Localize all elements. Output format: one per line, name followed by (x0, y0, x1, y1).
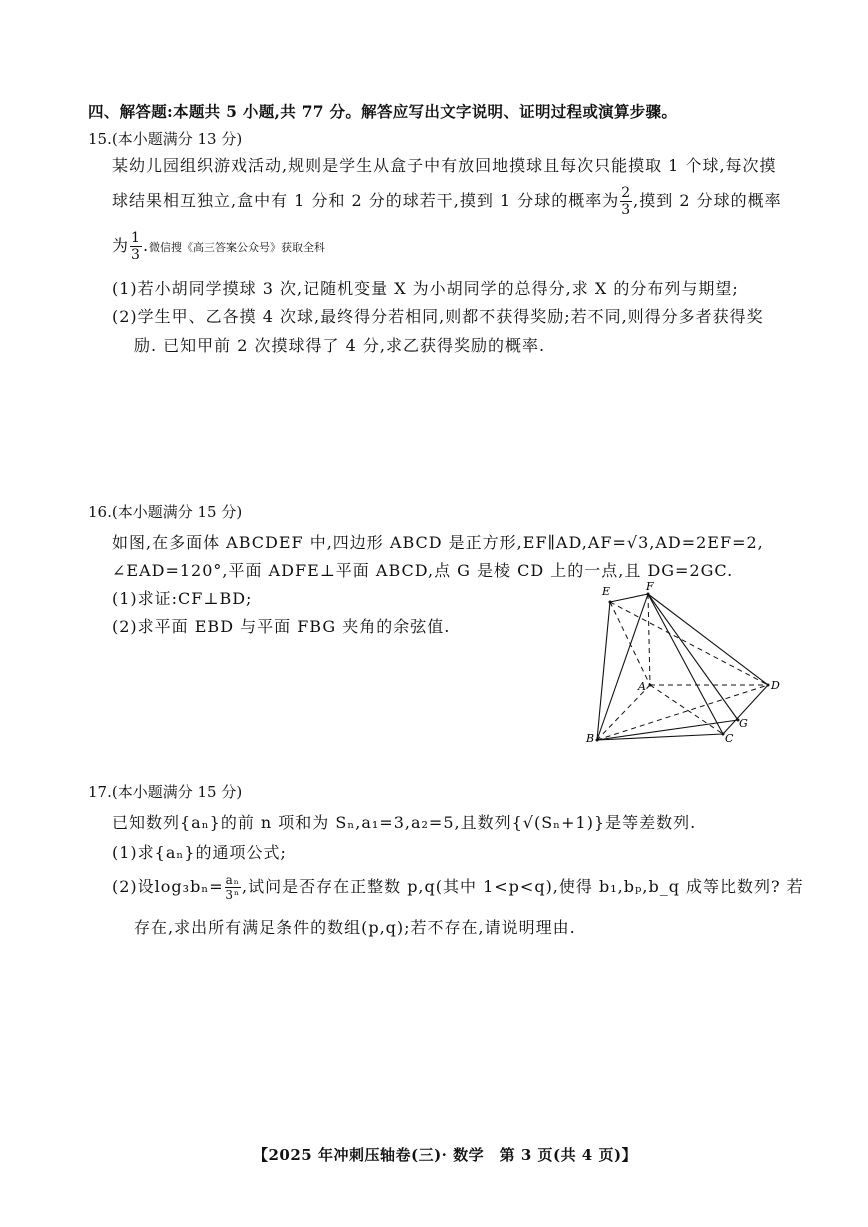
edge-ac (650, 685, 723, 734)
q15-part1: (1)若小胡同学摸球 3 次,记随机变量 X 为小胡同学的总得分,求 X 的分布列与期望; (112, 279, 739, 298)
q16-part2: (2)求平面 EBD 与平面 FBG 夹角的余弦值. (112, 617, 451, 636)
q17-part2-line2: 存在,求出所有满足条件的数组(p,q);若不存在,请说明理由. (134, 918, 576, 937)
q15-line1: 某幼儿园组织游戏活动,规则是学生从盒子中有放回地摸球且每次只能摸取 1 个球,每次摸 (112, 156, 777, 175)
q15-line2: 球结果相互独立,盒中有 1 分和 2 分的球若干,摸到 1 分球的概率为 $\frac{2}{3}$ ,摸到 2 分球的概率 (112, 185, 782, 218)
edge-ef (610, 594, 648, 602)
fraction-an-over-3n: $\frac{\text{aₙ}}{\text{3ⁿ}}$ (225, 873, 241, 902)
q17-part2-line1: (2)设log₃bₙ= $\frac{\text{aₙ}}{\text{3ⁿ}}$ ,试问是否存在正整数 p,q(其中 1<p<q),使得 b₁,bₚ,b_q 成等比数列? 若 (112, 873, 804, 902)
polyhedron-figure (580, 582, 790, 747)
q15-header: 15.(本小题满分 13 分) (88, 130, 243, 148)
edge-fg (648, 594, 738, 720)
label-a: A (638, 680, 646, 693)
label-c: C (725, 732, 734, 745)
label-f: F (646, 582, 654, 593)
q16-line2: ∠EAD=120°,平面 ADFE⊥平面 ABCD,点 G 是棱 CD 上的一点,且 DG=2GC. (112, 561, 734, 580)
page-footer: 【2025 年冲刺压轴卷(三)· 数学 第 3 页(共 4 页)】 (253, 1146, 638, 1164)
watermark-text: 微信搜《高三答案公众号》获取全科 (149, 241, 326, 254)
edge-ea (610, 602, 650, 685)
label-d: D (771, 679, 780, 692)
edge-fa (648, 594, 650, 685)
q16-part1: (1)求证:CF⊥BD; (112, 589, 253, 608)
q17-header: 17.(本小题满分 15 分) (88, 783, 243, 801)
q16-header: 16.(本小题满分 15 分) (88, 503, 243, 521)
section-heading: 四、解答题:本题共 5 小题,共 77 分。解答应写出文字说明、证明过程或演算步骤。 (88, 102, 678, 121)
edge-eb (597, 602, 610, 740)
q15-line3: 为 $\frac{1}{3}$ .微信搜《高三答案公众号》获取全科 (112, 230, 326, 263)
label-g: G (739, 717, 748, 730)
q15-part2-line1: (2)学生甲、乙各摸 4 次球,最终得分若相同,则都不获得奖励;若不同,则得分多者获得奖 (112, 307, 764, 326)
edge-fd (648, 594, 768, 685)
fraction-two-thirds: $\frac{2}{3}$ (621, 185, 632, 218)
q17-part1: (1)求{aₙ}的通项公式; (112, 843, 287, 862)
label-b: B (586, 732, 595, 745)
label-e: E (602, 585, 611, 598)
edge-ed (610, 602, 768, 685)
fraction-one-third: $\frac{1}{3}$ (131, 230, 141, 263)
q16-line1: 如图,在多面体 ABCDEF 中,四边形 ABCD 是正方形,EF∥AD,AF=√3,AD=2EF=2, (112, 533, 764, 552)
q17-line1: 已知数列{aₙ}的前 n 项和为 Sₙ,a₁=3,a₂=5,且数列{√(Sₙ+1)}是等差数列. (112, 813, 697, 832)
q15-part2-line2: 励. 已知甲前 2 次摸球得了 4 分,求乙获得奖励的概率. (134, 336, 546, 355)
edge-fb (597, 594, 648, 740)
edge-fc (648, 594, 723, 734)
